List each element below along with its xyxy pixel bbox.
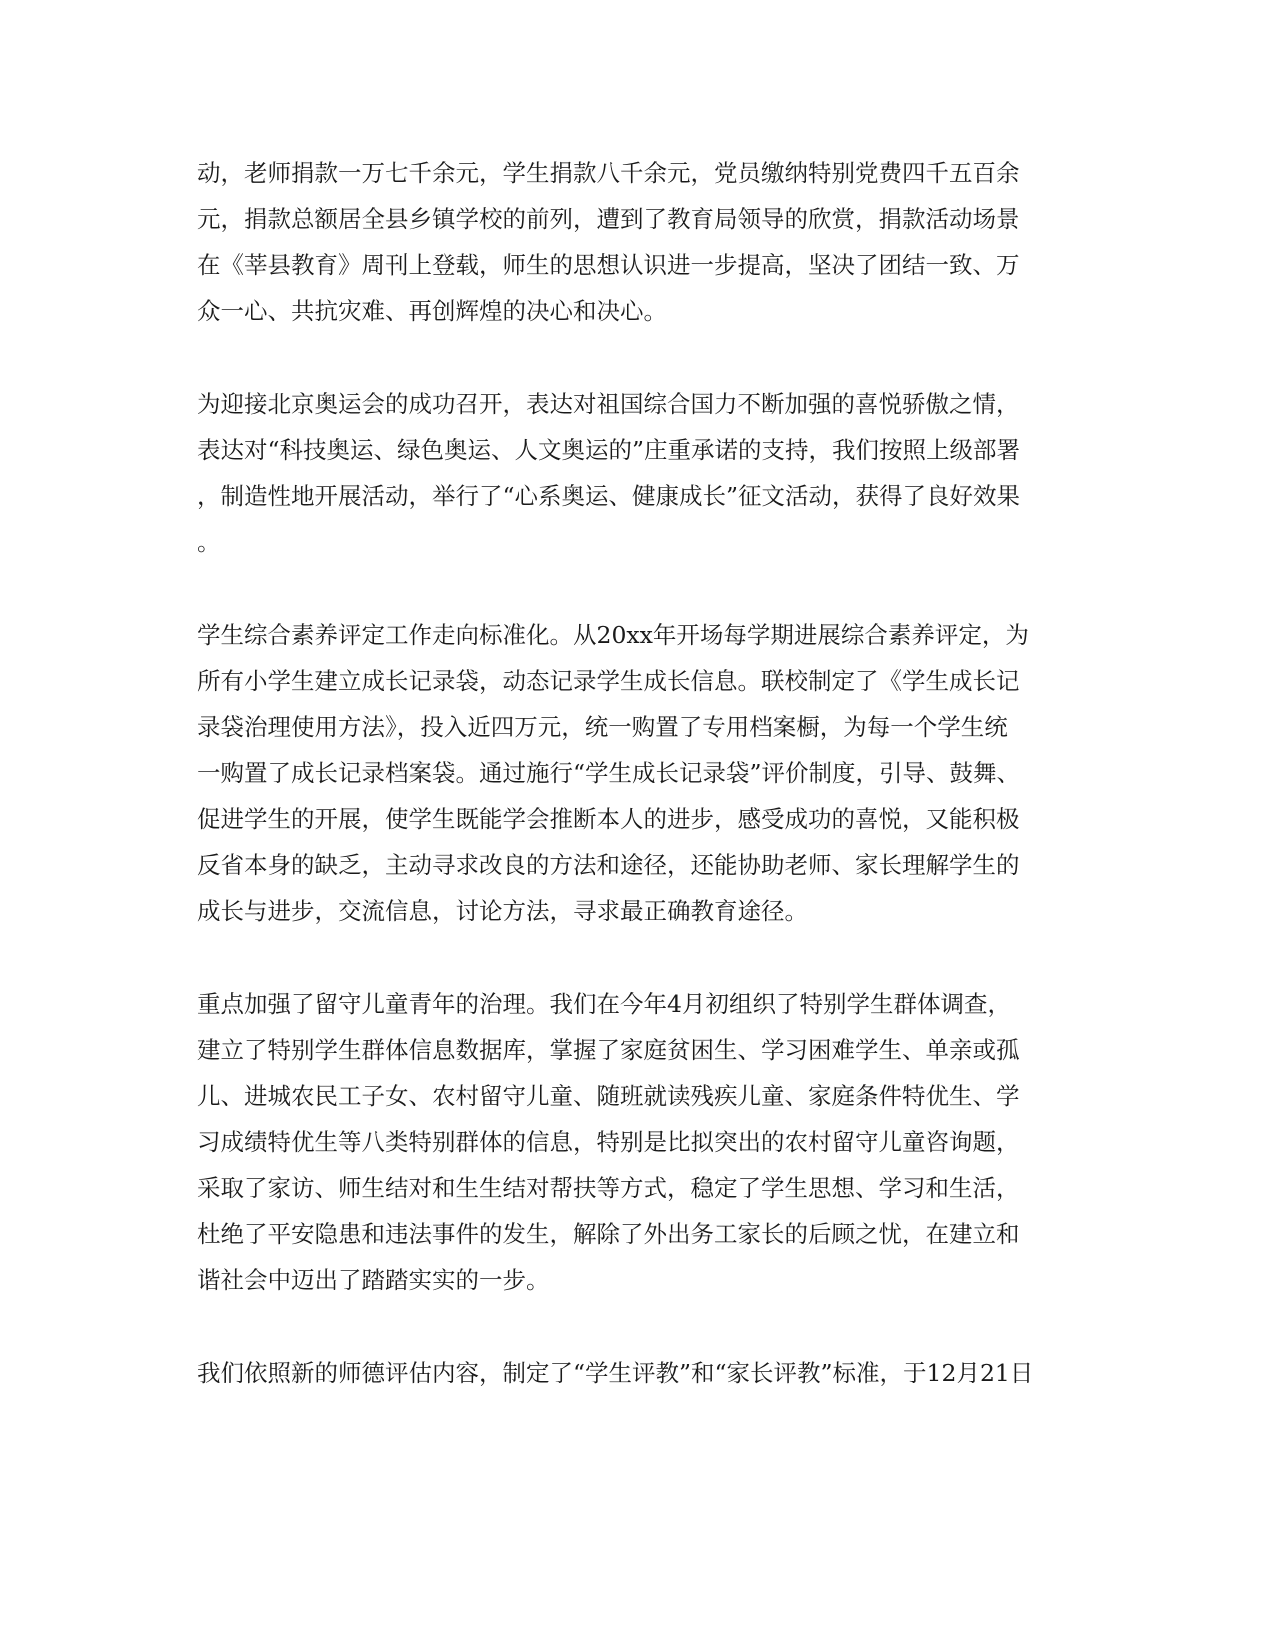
paragraph-3-line-1: 学生综合素养评定工作走向标准化。从20xx年开场每学期进展综合素养评定，为 <box>197 621 1029 649</box>
paragraph-4-line-7: 谐社会中迈出了踏踏实实的一步。 <box>197 1266 550 1294</box>
paragraph-3-line-3: 录袋治理使用方法》，投入近四万元，统一购置了专用档案橱，为每一个学生统 <box>197 713 1008 741</box>
paragraph-4-line-1: 重点加强了留守儿童青年的治理。我们在今年4月初组织了特别学生群体调查， <box>197 990 1011 1018</box>
paragraph-2-line-3: ，制造性地开展活动，举行了“心系奥运、健康成长”征文活动，获得了良好效果 <box>197 482 1021 510</box>
paragraph-3-line-2: 所有小学生建立成长记录袋，动态记录学生成长信息。联校制定了《学生成长记 <box>197 667 1020 695</box>
paragraph-1-line-2: 元，捐款总额居全县乡镇学校的前列，遭到了教育局领导的欣赏，捐款活动场景 <box>197 205 1020 233</box>
paragraph-1-line-1: 动，老师捐款一万七千余元，学生捐款八千余元，党员缴纳特别党费四千五百余 <box>197 159 1020 187</box>
paragraph-5-line-1: 我们依照新的师德评估内容，制定了“学生评教”和“家长评教”标准，于12月21日 <box>197 1359 1034 1387</box>
paragraph-2-line-1: 为迎接北京奥运会的成功召开，表达对祖国综合国力不断加强的喜悦骄傲之情， <box>197 390 1020 418</box>
paragraph-4-line-4: 习成绩特优生等八类特别群体的信息，特别是比拟突出的农村留守儿童咨询题， <box>197 1128 1020 1156</box>
paragraph-4-line-5: 采取了家访、师生结对和生生结对帮扶等方式，稳定了学生思想、学习和生活， <box>197 1174 1020 1202</box>
paragraph-3-line-4: 一购置了成长记录档案袋。通过施行“学生成长记录袋”评价制度，引导、鼓舞、 <box>197 759 1021 787</box>
paragraph-4-line-3: 儿、进城农民工子女、农村留守儿童、随班就读残疾儿童、家庭条件特优生、学 <box>197 1082 1020 1110</box>
paragraph-2-line-2: 表达对“科技奥运、绿色奥运、人文奥运的”庄重承诺的支持，我们按照上级部署 <box>197 436 1021 464</box>
paragraph-3-line-6: 反省本身的缺乏，主动寻求改良的方法和途径，还能协助老师、家长理解学生的 <box>197 851 1020 879</box>
paragraph-2-line-4: 。 <box>197 528 221 556</box>
paragraph-1-line-4: 众一心、共抗灾难、再创辉煌的决心和决心。 <box>197 297 667 325</box>
paragraph-1-line-3: 在《莘县教育》周刊上登载，师生的思想认识进一步提高，坚决了团结一致、万 <box>197 251 1020 279</box>
paragraph-3-line-7: 成长与进步，交流信息，讨论方法，寻求最正确教育途径。 <box>197 897 808 925</box>
paragraph-3-line-5: 促进学生的开展，使学生既能学会推断本人的进步，感受成功的喜悦，又能积极 <box>197 805 1020 833</box>
paragraph-4-line-6: 杜绝了平安隐患和违法事件的发生，解除了外出务工家长的后顾之忧，在建立和 <box>197 1220 1020 1248</box>
paragraph-4-line-2: 建立了特别学生群体信息数据库，掌握了家庭贫困生、学习困难学生、单亲或孤 <box>197 1036 1020 1064</box>
